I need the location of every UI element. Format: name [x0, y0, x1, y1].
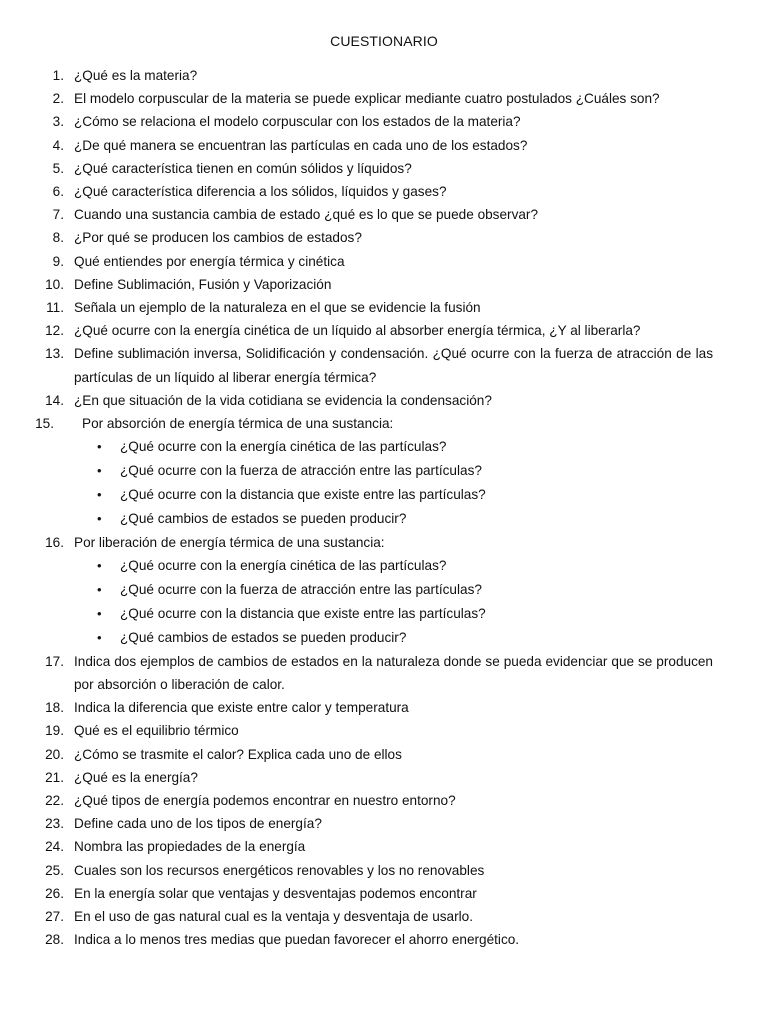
question-text: ¿Qué característica tienen en común sólidos y líquidos?: [74, 160, 412, 176]
question-text: ¿Cómo se trasmite el calor? Explica cada uno de ellos: [74, 746, 402, 762]
question-number: 13.: [45, 346, 64, 362]
bullet-icon: •: [97, 510, 102, 526]
question-item: [0, 412, 768, 435]
question-number: 19.: [45, 723, 64, 739]
question-number: 17.: [45, 653, 64, 669]
question-text: Define sublimación inversa, Solidificación y condensación. ¿Qué ocurre con la fuerza de atracción de las partículas de un líquido al liberar energía térmica?: [74, 346, 713, 385]
question-text: ¿Qué característica diferencia a los sólidos, líquidos y gases?: [74, 184, 447, 200]
bullet-icon: •: [97, 439, 102, 455]
question-item: [0, 389, 768, 412]
question-text: Cuando una sustancia cambia de estado ¿qué es lo que se puede observar?: [74, 207, 539, 223]
sub-question-text: ¿Qué ocurre con la distancia que existe entre las partículas?: [120, 487, 486, 503]
question-item: [0, 531, 768, 554]
question-number: 7.: [52, 207, 64, 223]
sub-question-item: [0, 483, 768, 507]
bullet-icon: •: [97, 605, 102, 621]
sub-question-text: ¿Qué ocurre con la energía cinética de las partículas?: [120, 558, 447, 574]
bullet-icon: •: [97, 629, 102, 645]
question-item: [0, 905, 768, 928]
question-item: [0, 87, 768, 110]
sub-question-item: [0, 602, 768, 626]
sub-question-item: [0, 435, 768, 459]
question-number: 15.: [35, 416, 54, 432]
question-text: ¿Qué ocurre con la energía cinética de un líquido al absorber energía térmica, ¿Y al liberarla?: [74, 323, 641, 339]
question-number: 18.: [45, 700, 64, 716]
question-number: 22.: [45, 792, 64, 808]
question-item: [0, 882, 768, 905]
question-text: ¿Qué es la materia?: [74, 68, 198, 83]
question-item: [0, 342, 768, 388]
question-text: Indica a lo menos tres medias que puedan favorecer el ahorro energético.: [74, 932, 520, 948]
question-number: 1.: [52, 68, 64, 83]
question-text: Qué entiendes por energía térmica y cinética: [74, 253, 345, 269]
page-title: CUESTIONARIO: [330, 33, 438, 49]
question-text: El modelo corpuscular de la materia se puede explicar mediante cuatro postulados ¿Cuáles son?: [74, 91, 660, 107]
question-item: [0, 928, 768, 951]
question-item: [0, 719, 768, 742]
question-text: Define Sublimación, Fusión y Vaporización: [74, 276, 332, 292]
question-number: 28.: [45, 932, 64, 948]
sub-question-item: [0, 626, 768, 650]
bullet-icon: •: [97, 487, 102, 503]
question-item: [0, 789, 768, 812]
question-number: 27.: [45, 908, 64, 924]
question-item: [0, 296, 768, 319]
question-text: Nombra las propiedades de la energía: [74, 839, 306, 855]
question-text: ¿Qué es la energía?: [74, 769, 198, 785]
sub-question-item: [0, 578, 768, 602]
question-number: 11.: [46, 300, 64, 316]
question-number: 10.: [45, 276, 64, 292]
question-item: [0, 696, 768, 719]
question-text: Define cada uno de los tipos de energía?: [74, 816, 322, 832]
bullet-icon: •: [97, 463, 102, 479]
question-number: 9.: [52, 253, 64, 269]
question-item: [0, 766, 768, 789]
question-item: [0, 273, 768, 296]
question-number: 2.: [52, 91, 64, 107]
question-text: ¿Cómo se relaciona el modelo corpuscular con los estados de la materia?: [74, 114, 521, 130]
sub-question-text: ¿Qué cambios de estados se pueden producir?: [120, 629, 407, 645]
sub-question-item: [0, 554, 768, 578]
question-number: 21.: [45, 769, 64, 785]
question-item: [0, 650, 768, 696]
question-text: ¿De qué manera se encuentran las partículas en cada uno de los estados?: [74, 137, 528, 153]
question-list: [0, 64, 768, 951]
question-item: [0, 110, 768, 133]
question-item: [0, 180, 768, 203]
question-number: 8.: [52, 230, 64, 246]
question-text: En el uso de gas natural cual es la ventaja y desventaja de usarlo.: [74, 908, 474, 924]
question-text: Indica dos ejemplos de cambios de estados en la naturaleza donde se pueda evidenciar que se producen por absorción o liberación de calor.: [74, 653, 713, 692]
question-item: [0, 319, 768, 342]
question-item: [0, 157, 768, 180]
question-item: [0, 835, 768, 858]
sub-question-text: ¿Qué ocurre con la fuerza de atracción entre las partículas?: [120, 581, 482, 597]
bullet-icon: •: [97, 581, 102, 597]
sub-question-text: ¿Qué ocurre con la distancia que existe entre las partículas?: [120, 605, 486, 621]
question-item: [0, 203, 768, 226]
question-text: Señala un ejemplo de la naturaleza en el que se evidencie la fusión: [74, 300, 481, 316]
question-text: Por liberación de energía térmica de una sustancia:: [74, 534, 385, 550]
question-text: Indica la diferencia que existe entre calor y temperatura: [74, 700, 409, 716]
question-item: [0, 250, 768, 273]
bullet-icon: •: [97, 558, 102, 574]
question-text: ¿En que situación de la vida cotidiana se evidencia la condensación?: [74, 392, 492, 408]
question-number: 23.: [45, 816, 64, 832]
sub-question-item: [0, 459, 768, 483]
sub-question-text: ¿Qué cambios de estados se pueden producir?: [120, 510, 407, 526]
question-text: En la energía solar que ventajas y desventajas podemos encontrar: [74, 885, 477, 901]
question-number: 20.: [45, 746, 64, 762]
question-number: 4.: [52, 137, 64, 153]
question-item: [0, 64, 768, 87]
question-number: 24.: [45, 839, 64, 855]
question-text: ¿Por qué se producen los cambios de estados?: [74, 230, 362, 246]
question-text: ¿Qué tipos de energía podemos encontrar en nuestro entorno?: [74, 792, 456, 808]
question-number: 25.: [45, 862, 64, 878]
question-text: Por absorción de energía térmica de una sustancia:: [82, 416, 394, 432]
question-number: 3.: [52, 114, 64, 130]
question-text: Qué es el equilibrio térmico: [74, 723, 239, 739]
question-item: [0, 859, 768, 882]
sub-question-item: [0, 507, 768, 531]
question-item: [0, 812, 768, 835]
question-number: 14.: [45, 392, 64, 408]
question-text: Cuales son los recursos energéticos renovables y los no renovables: [74, 862, 485, 878]
question-number: 16.: [45, 534, 64, 550]
question-number: 5.: [52, 160, 64, 176]
sub-question-text: ¿Qué ocurre con la energía cinética de las partículas?: [120, 439, 447, 455]
question-number: 26.: [45, 885, 64, 901]
question-number: 12.: [45, 323, 64, 339]
question-item: [0, 226, 768, 249]
sub-question-text: ¿Qué ocurre con la fuerza de atracción entre las partículas?: [120, 463, 482, 479]
question-item: [0, 743, 768, 766]
question-item: [0, 134, 768, 157]
question-number: 6.: [52, 184, 64, 200]
